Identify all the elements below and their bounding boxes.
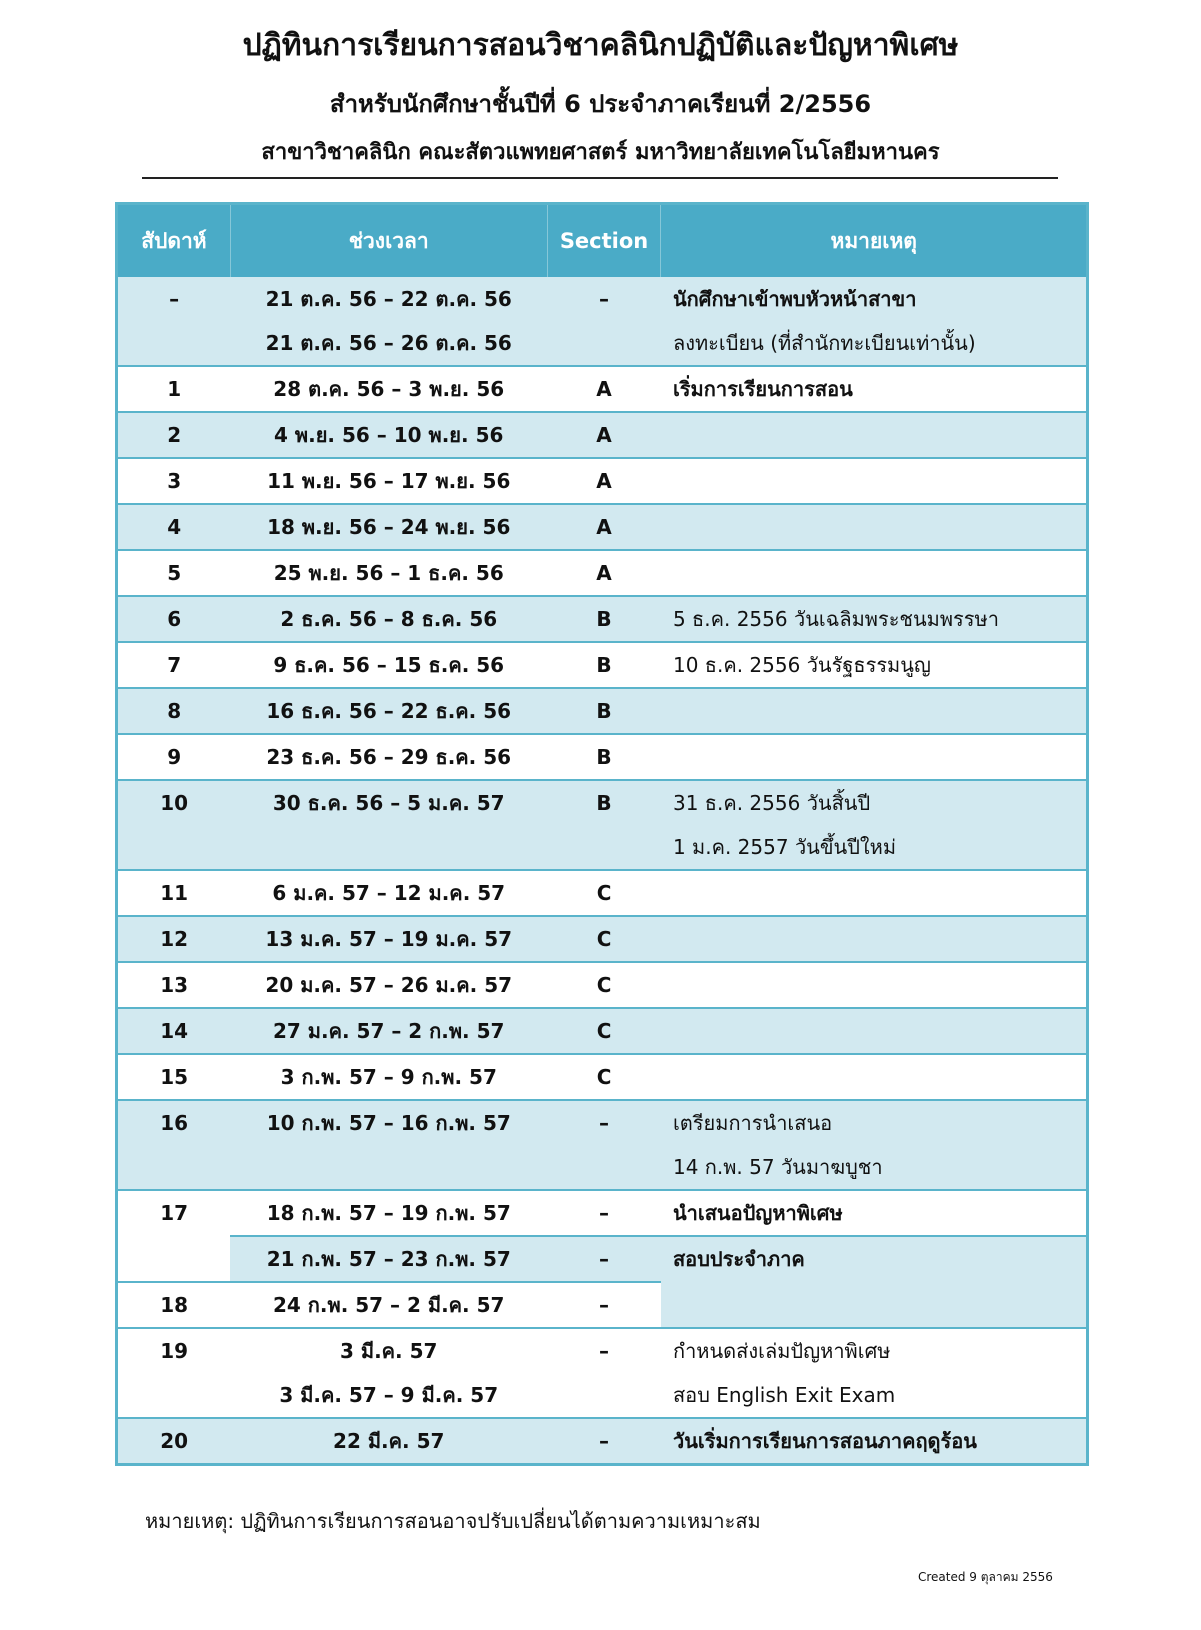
section-value: – — [599, 287, 610, 311]
dates-cell — [230, 734, 547, 780]
table-row — [117, 1328, 1088, 1418]
date-range: 28 ต.ค. 56 – 3 พ.ย. 56 — [273, 377, 505, 401]
note-text: 1 ม.ค. 2557 วันขึ้นปีใหม่ — [672, 835, 897, 859]
empty-note — [673, 459, 1086, 503]
table-row — [117, 688, 1088, 734]
week-number: 12 — [160, 927, 189, 951]
dates-cell — [230, 688, 547, 734]
section-cell — [547, 688, 661, 734]
section-cell — [547, 734, 661, 780]
date-range: 18 ก.พ. 57 – 19 ก.พ. 57 — [266, 1201, 511, 1225]
section-cell — [547, 1418, 661, 1465]
notes-cell — [661, 780, 1088, 870]
schedule-table — [115, 202, 1089, 1466]
week-cell — [117, 412, 231, 458]
week-number: – — [169, 287, 180, 311]
header-divider — [142, 177, 1058, 179]
dates-cell — [230, 916, 547, 962]
notes-cell — [661, 550, 1088, 596]
section-value: B — [596, 791, 612, 815]
table-row — [117, 458, 1088, 504]
notes-cell — [661, 596, 1088, 642]
week-number: 8 — [167, 699, 182, 723]
week-cell — [117, 962, 231, 1008]
section-value: – — [599, 1429, 610, 1453]
dates-cell — [230, 1008, 547, 1054]
dates-cell — [230, 1328, 547, 1418]
notes-cell — [661, 1328, 1088, 1418]
section-cell — [547, 962, 661, 1008]
empty-note — [673, 917, 1086, 961]
section-value: – — [599, 1339, 610, 1363]
date-range: 30 ธ.ค. 56 – 5 ม.ค. 57 — [272, 791, 505, 815]
notes-cell — [661, 962, 1088, 1008]
dates-cell — [230, 1282, 547, 1328]
section-value: C — [596, 1065, 612, 1089]
date-range: 10 ก.พ. 57 – 16 ก.พ. 57 — [266, 1111, 511, 1135]
week-cell — [117, 1054, 231, 1100]
section-value: – — [599, 1111, 610, 1135]
week-cell — [117, 1008, 231, 1054]
table-row — [117, 1236, 1088, 1282]
week-cell — [117, 1100, 231, 1190]
notes-cell — [661, 688, 1088, 734]
section-value: A — [596, 515, 612, 539]
table-row — [117, 277, 1088, 366]
table-row — [117, 366, 1088, 412]
dates-cell — [230, 962, 547, 1008]
empty-note — [673, 963, 1086, 1007]
page-subtitle: สำหรับนักศึกษาชั้นปีที่ 6 ประจำภาคเรียนที่ 2/2556 — [329, 90, 872, 118]
notes-cell — [661, 734, 1088, 780]
date-range: 20 ม.ค. 57 – 26 ม.ค. 57 — [265, 973, 513, 997]
dates-cell — [230, 550, 547, 596]
table-row — [117, 916, 1088, 962]
notes-cell — [661, 1418, 1088, 1465]
table-row — [117, 1100, 1088, 1190]
section-value: C — [596, 927, 612, 951]
date-range: 16 ธ.ค. 56 – 22 ธ.ค. 56 — [266, 699, 512, 723]
week-number: 18 — [160, 1293, 189, 1317]
section-value: B — [596, 699, 612, 723]
empty-note — [673, 1282, 1086, 1326]
week-number: 20 — [160, 1429, 189, 1453]
week-cell — [117, 1418, 231, 1465]
date-range: 21 ก.พ. 57 – 23 ก.พ. 57 — [266, 1247, 511, 1271]
week-cell — [117, 550, 231, 596]
section-value: – — [599, 1293, 610, 1317]
notes-cell — [661, 1282, 1088, 1328]
section-cell — [547, 1282, 661, 1328]
section-cell — [547, 1328, 661, 1418]
empty-note — [673, 1009, 1086, 1053]
section-cell — [547, 458, 661, 504]
date-range: 23 ธ.ค. 56 – 29 ธ.ค. 56 — [266, 745, 512, 769]
notes-cell — [661, 1190, 1088, 1236]
section-cell — [547, 277, 661, 366]
note-text: ลงทะเบียน (ที่สำนักทะเบียนเท่านั้น) — [672, 331, 976, 355]
empty-note — [673, 871, 1086, 915]
section-cell — [547, 1190, 661, 1236]
date-range: 24 ก.พ. 57 – 2 มี.ค. 57 — [273, 1293, 505, 1317]
week-cell — [117, 1190, 231, 1282]
table-row — [117, 504, 1088, 550]
section-cell — [547, 550, 661, 596]
dates-cell — [230, 1190, 547, 1236]
week-number: 7 — [167, 653, 182, 677]
date-range: 25 พ.ย. 56 – 1 ธ.ค. 56 — [273, 561, 504, 585]
note-text: 5 ธ.ค. 2556 วันเฉลิมพระชนมพรรษา — [672, 607, 999, 631]
date-range: 11 พ.ย. 56 – 17 พ.ย. 56 — [267, 469, 511, 493]
week-number: 5 — [167, 561, 182, 585]
created-date: Created 9 ตุลาคม 2556 — [918, 1570, 1053, 1584]
date-range: 3 มี.ค. 57 — [340, 1339, 438, 1363]
note-text: 31 ธ.ค. 2556 วันสิ้นปี — [672, 791, 871, 815]
date-range: 27 ม.ค. 57 – 2 ก.พ. 57 — [273, 1019, 505, 1043]
department-line: สาขาวิชาคลินิก คณะสัตวแพทยศาสตร์ มหาวิทยาลัยเทคโนโลยีมหานคร — [261, 140, 940, 165]
section-cell — [547, 412, 661, 458]
note-text: วันเริ่มการเรียนการสอนภาคฤดูร้อน — [672, 1429, 977, 1453]
dates-cell — [230, 412, 547, 458]
section-cell — [547, 642, 661, 688]
week-cell — [117, 870, 231, 916]
date-range: 22 มี.ค. 57 — [333, 1429, 445, 1453]
note-text: นักศึกษาเข้าพบหัวหน้าสาขา — [672, 287, 917, 311]
empty-note — [673, 505, 1086, 549]
table-row — [117, 412, 1088, 458]
date-range: 21 ต.ค. 56 – 22 ต.ค. 56 — [265, 287, 512, 311]
week-number: 11 — [160, 881, 189, 905]
week-cell — [117, 1328, 231, 1418]
dates-cell — [230, 366, 547, 412]
week-cell — [117, 642, 231, 688]
week-number: 16 — [160, 1111, 189, 1135]
note-text: กำหนดส่งเล่มปัญหาพิเศษ — [672, 1339, 891, 1363]
week-number: 1 — [167, 377, 182, 401]
note-text: สอบประจำภาค — [672, 1247, 805, 1271]
week-number: 2 — [167, 423, 182, 447]
dates-cell — [230, 504, 547, 550]
date-range: 4 พ.ย. 56 – 10 พ.ย. 56 — [274, 423, 504, 447]
note-text: นำเสนอปัญหาพิเศษ — [672, 1201, 843, 1225]
week-cell — [117, 1282, 231, 1328]
table-header-row — [117, 204, 1088, 278]
note-text: 14 ก.พ. 57 วันมาฆบูชา — [672, 1155, 883, 1179]
notes-cell — [661, 1008, 1088, 1054]
week-number: 10 — [160, 791, 189, 815]
week-cell — [117, 734, 231, 780]
table-row — [117, 962, 1088, 1008]
notes-cell — [661, 277, 1088, 366]
dates-cell — [230, 870, 547, 916]
table-row — [117, 642, 1088, 688]
section-value: – — [599, 1247, 610, 1271]
notes-cell — [661, 916, 1088, 962]
date-range: 9 ธ.ค. 56 – 15 ธ.ค. 56 — [273, 653, 505, 677]
table-row — [117, 1054, 1088, 1100]
table-row — [117, 1008, 1088, 1054]
section-cell — [547, 596, 661, 642]
date-range: 6 ม.ค. 57 – 12 ม.ค. 57 — [272, 881, 506, 905]
section-value: B — [596, 653, 612, 677]
week-cell — [117, 688, 231, 734]
note-text: สอบ English Exit Exam — [672, 1383, 896, 1407]
empty-note — [673, 735, 1086, 779]
week-cell — [117, 458, 231, 504]
table-row — [117, 870, 1088, 916]
table-row — [117, 550, 1088, 596]
week-cell — [117, 596, 231, 642]
table-row — [117, 1282, 1088, 1328]
section-value: A — [596, 469, 612, 493]
section-cell — [547, 1008, 661, 1054]
column-header-dates: ช่วงเวลา — [230, 204, 547, 278]
week-cell — [117, 780, 231, 870]
week-number: 14 — [160, 1019, 189, 1043]
section-value: B — [596, 745, 612, 769]
note-text: เริ่มการเรียนการสอน — [672, 377, 853, 401]
notes-cell — [661, 1236, 1088, 1282]
notes-cell — [661, 504, 1088, 550]
week-number: 19 — [160, 1339, 189, 1363]
date-range: 3 มี.ค. 57 – 9 มี.ค. 57 — [279, 1383, 499, 1407]
section-cell — [547, 1100, 661, 1190]
section-value: C — [596, 881, 612, 905]
section-cell — [547, 916, 661, 962]
empty-note — [673, 1055, 1086, 1099]
week-number: 17 — [160, 1201, 189, 1225]
section-value: C — [596, 1019, 612, 1043]
week-cell — [117, 504, 231, 550]
notes-cell — [661, 642, 1088, 688]
dates-cell — [230, 642, 547, 688]
table-body — [117, 277, 1088, 1465]
notes-cell — [661, 412, 1088, 458]
dates-cell — [230, 596, 547, 642]
table-row — [117, 1418, 1088, 1465]
section-cell — [547, 870, 661, 916]
section-value: – — [599, 1201, 610, 1225]
section-cell — [547, 1236, 661, 1282]
week-number: 13 — [160, 973, 189, 997]
table-row — [117, 1190, 1088, 1236]
week-number: 4 — [167, 515, 182, 539]
section-value: C — [596, 973, 612, 997]
note-text: เตรียมการนำเสนอ — [672, 1111, 833, 1135]
date-range: 21 ต.ค. 56 – 26 ต.ค. 56 — [265, 331, 512, 355]
week-number: 3 — [167, 469, 182, 493]
section-value: B — [596, 607, 612, 631]
section-cell — [547, 780, 661, 870]
notes-cell — [661, 1054, 1088, 1100]
date-range: 13 ม.ค. 57 – 19 ม.ค. 57 — [265, 927, 513, 951]
week-cell — [117, 277, 231, 366]
section-cell — [547, 504, 661, 550]
section-value: A — [596, 423, 612, 447]
dates-cell — [230, 1054, 547, 1100]
dates-cell — [230, 1418, 547, 1465]
date-range: 2 ธ.ค. 56 – 8 ธ.ค. 56 — [280, 607, 498, 631]
footer-note: หมายเหตุ: ปฏิทินการเรียนการสอนอาจปรับเปลี่ยนได้ตามความเหมาะสม — [145, 1509, 761, 1533]
section-value: A — [596, 561, 612, 585]
week-number: 9 — [167, 745, 182, 769]
week-cell — [117, 366, 231, 412]
date-range: 3 ก.พ. 57 – 9 ก.พ. 57 — [280, 1065, 497, 1089]
section-value: A — [596, 377, 612, 401]
dates-cell — [230, 458, 547, 504]
dates-cell — [230, 277, 547, 366]
dates-cell — [230, 780, 547, 870]
week-cell — [117, 916, 231, 962]
empty-note — [673, 551, 1086, 595]
notes-cell — [661, 870, 1088, 916]
week-number: 6 — [167, 607, 182, 631]
dates-cell — [230, 1236, 547, 1282]
week-number: 15 — [160, 1065, 189, 1089]
notes-cell — [661, 458, 1088, 504]
date-range: 18 พ.ย. 56 – 24 พ.ย. 56 — [267, 515, 511, 539]
notes-cell — [661, 1100, 1088, 1190]
table-row — [117, 780, 1088, 870]
column-header-week: สัปดาห์ — [117, 204, 231, 278]
note-text: 10 ธ.ค. 2556 วันรัฐธรรมนูญ — [672, 653, 931, 677]
page-title: ปฏิทินการเรียนการสอนวิชาคลินิกปฏิบัติและปัญหาพิเศษ — [242, 28, 959, 63]
empty-note — [673, 413, 1086, 457]
table-row — [117, 734, 1088, 780]
section-cell — [547, 1054, 661, 1100]
column-header-notes: หมายเหตุ — [661, 204, 1088, 278]
empty-note — [673, 689, 1086, 733]
section-cell — [547, 366, 661, 412]
notes-cell — [661, 366, 1088, 412]
dates-cell — [230, 1100, 547, 1190]
column-header-section: Section — [547, 204, 661, 278]
table-row — [117, 596, 1088, 642]
